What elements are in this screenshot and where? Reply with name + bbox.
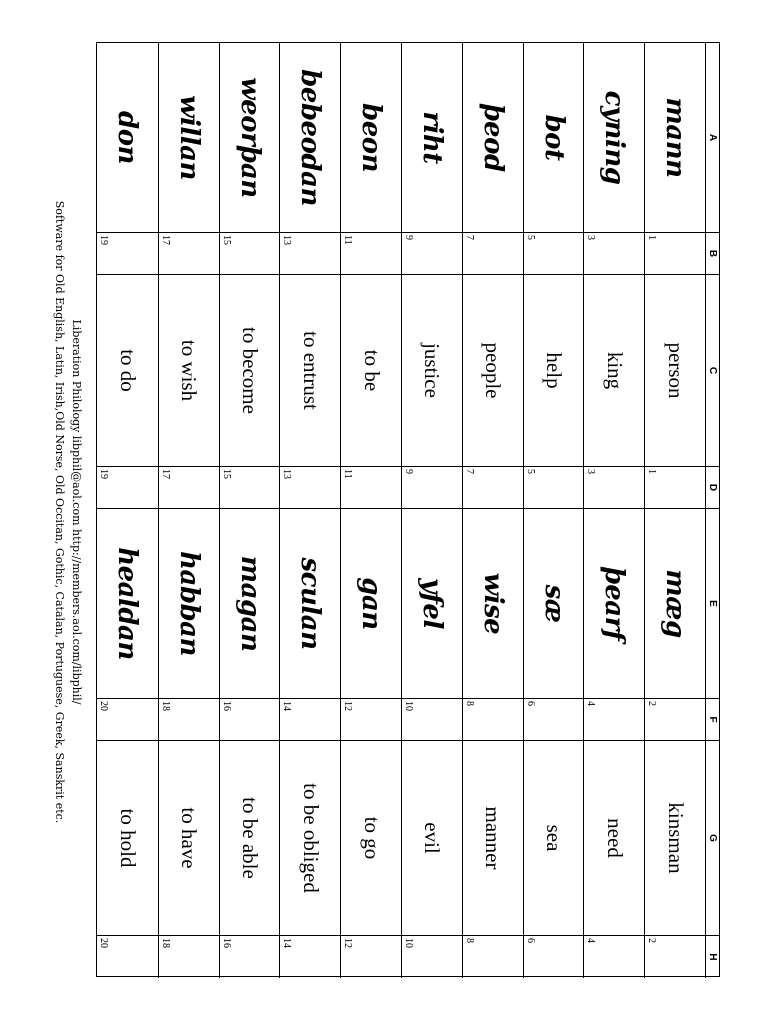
grid-cell — [279, 509, 340, 699]
grid-cell — [340, 233, 401, 275]
grid-cell — [583, 509, 644, 699]
old-english-word: beon — [356, 103, 387, 172]
grid-cell — [401, 43, 462, 233]
entry-number: 17 — [159, 235, 171, 245]
entry-number: 2 — [646, 701, 658, 706]
english-gloss: sea — [542, 824, 567, 852]
english-gloss: king — [602, 351, 627, 390]
entry-number: 3 — [585, 469, 597, 474]
grid-cell — [583, 741, 644, 936]
old-english-word: cyning — [599, 90, 630, 185]
grid-cell — [158, 233, 219, 275]
old-english-word: magan — [234, 555, 265, 652]
grid-cell — [158, 467, 219, 509]
grid-cell — [340, 509, 401, 699]
grid-cell — [219, 43, 280, 233]
english-gloss: to be — [359, 349, 384, 392]
old-english-word: sculan — [295, 557, 326, 650]
old-english-word: yfel — [416, 578, 447, 629]
entry-number: 14 — [281, 938, 293, 948]
grid-cell — [523, 467, 584, 509]
english-gloss: to go — [359, 816, 384, 860]
entry-number: 13 — [281, 235, 293, 245]
grid-cell — [97, 741, 158, 936]
grid-cell — [462, 233, 523, 275]
entry-number: 12 — [342, 701, 354, 711]
grid-cell — [462, 699, 523, 741]
grid-cell — [523, 741, 584, 936]
entry-number: 5 — [524, 235, 536, 240]
old-english-word: mæg — [660, 569, 691, 638]
grid-cell — [219, 936, 280, 978]
grid-cell — [644, 43, 705, 233]
grid-cell — [583, 936, 644, 978]
entry-number: 8 — [463, 701, 475, 706]
grid-cell — [97, 467, 158, 509]
grid-cell — [340, 43, 401, 233]
grid-cell — [523, 275, 584, 467]
grid-cell — [583, 467, 644, 509]
grid-cell — [219, 699, 280, 741]
grid-cell — [97, 233, 158, 275]
grid-cell — [401, 699, 462, 741]
entry-number: 6 — [524, 701, 536, 706]
grid-cell — [401, 741, 462, 936]
entry-number: 2 — [646, 938, 658, 943]
entry-number: 18 — [159, 938, 171, 948]
entry-number: 9 — [403, 469, 415, 474]
old-english-word: mann — [660, 97, 691, 178]
english-gloss: to have — [177, 807, 202, 869]
grid-cell — [583, 275, 644, 467]
old-english-word: bebeodan — [295, 69, 326, 206]
grid-cell — [219, 741, 280, 936]
grid-cell — [279, 467, 340, 509]
grid-cell — [279, 233, 340, 275]
grid-cell — [401, 467, 462, 509]
old-english-word: bot — [538, 114, 569, 161]
column-header-e: E — [705, 509, 719, 699]
grid-cell — [523, 699, 584, 741]
entry-number: 1 — [646, 235, 658, 240]
grid-cell — [97, 43, 158, 233]
old-english-word: habban — [173, 551, 204, 656]
entry-number: 11 — [342, 469, 354, 479]
entry-number: 6 — [524, 938, 536, 943]
english-gloss: person — [663, 342, 688, 399]
old-english-word: sæ — [538, 584, 569, 623]
old-english-word: willan — [173, 95, 204, 180]
grid-cell — [219, 275, 280, 467]
entry-number: 17 — [159, 469, 171, 479]
old-english-word: don — [112, 111, 143, 164]
grid-cell — [401, 275, 462, 467]
grid-cell — [279, 741, 340, 936]
english-gloss: kinsman — [663, 802, 688, 874]
spreadsheet-grid — [96, 42, 720, 977]
grid-cell — [523, 509, 584, 699]
grid-cell — [462, 936, 523, 978]
grid-cell — [97, 275, 158, 467]
grid-cell — [644, 233, 705, 275]
grid-cell — [219, 233, 280, 275]
footer-line-2: Software for Old English, Latin, Irish,Old Norse, Old Occitan, Gothic, Catalan, Portuguese, Greek, Sanskrit etc. — [53, 200, 66, 824]
english-gloss: manner — [481, 806, 506, 870]
old-english-word: gan — [356, 577, 387, 630]
grid-cell — [401, 509, 462, 699]
english-gloss: to hold — [115, 808, 140, 868]
old-english-word: riht — [416, 111, 447, 164]
column-header-c: C — [705, 275, 719, 467]
column-header-g: G — [705, 741, 719, 936]
grid-cell — [158, 275, 219, 467]
english-gloss: people — [481, 342, 506, 399]
grid-cell — [340, 936, 401, 978]
old-english-word: þearf — [599, 566, 630, 641]
grid-cell — [462, 275, 523, 467]
old-english-word: healdan — [112, 547, 143, 660]
grid-cell — [158, 936, 219, 978]
english-gloss: to entrust — [298, 331, 323, 410]
column-header-b: B — [705, 233, 719, 275]
english-gloss: to be able — [238, 797, 263, 879]
entry-number: 4 — [585, 938, 597, 943]
footer-line-1: Liberation Philology libphil@aol.com http://members.aol.com/libphil/ — [70, 319, 83, 705]
grid-cell — [583, 699, 644, 741]
entry-number: 9 — [403, 235, 415, 240]
grid-cell — [523, 936, 584, 978]
entry-number: 7 — [463, 469, 475, 474]
grid-cell — [340, 467, 401, 509]
entry-number: 10 — [403, 938, 415, 948]
grid-cell — [158, 43, 219, 233]
entry-number: 20 — [98, 701, 110, 711]
grid-cell — [401, 233, 462, 275]
entry-number: 14 — [281, 701, 293, 711]
grid-cell — [462, 467, 523, 509]
old-english-word: wise — [477, 572, 508, 635]
entry-number: 5 — [524, 469, 536, 474]
entry-number: 15 — [220, 235, 232, 245]
grid-cell — [462, 43, 523, 233]
english-gloss: justice — [420, 343, 445, 398]
grid-cell — [279, 699, 340, 741]
column-header-f: F — [705, 699, 719, 741]
grid-cell — [340, 699, 401, 741]
grid-cell — [97, 936, 158, 978]
grid-cell — [97, 699, 158, 741]
grid-cell — [279, 936, 340, 978]
english-gloss: help — [542, 352, 567, 389]
entry-number: 16 — [220, 938, 232, 948]
grid-cell — [523, 43, 584, 233]
entry-number: 3 — [585, 235, 597, 240]
entry-number: 10 — [403, 701, 415, 711]
grid-cell — [644, 467, 705, 509]
entry-number: 8 — [463, 938, 475, 943]
english-gloss: to be obliged — [298, 783, 323, 893]
grid-cell — [340, 741, 401, 936]
grid-cell — [340, 275, 401, 467]
entry-number: 19 — [98, 235, 110, 245]
grid-cell — [401, 936, 462, 978]
grid-cell — [644, 509, 705, 699]
entry-number: 11 — [342, 235, 354, 245]
grid-cell — [158, 509, 219, 699]
english-gloss: to wish — [177, 339, 202, 402]
column-header-d: D — [705, 467, 719, 509]
entry-number: 18 — [159, 701, 171, 711]
english-gloss: to become — [238, 327, 263, 414]
grid-cell — [523, 233, 584, 275]
grid-cell — [462, 509, 523, 699]
grid-cell — [583, 233, 644, 275]
grid-cell — [219, 509, 280, 699]
entry-number: 20 — [98, 938, 110, 948]
entry-number: 13 — [281, 469, 293, 479]
grid-cell — [644, 936, 705, 978]
grid-cell — [644, 275, 705, 467]
entry-number: 15 — [220, 469, 232, 479]
grid-cell — [279, 275, 340, 467]
entry-number: 12 — [342, 938, 354, 948]
grid-cell — [158, 699, 219, 741]
grid-cell — [219, 467, 280, 509]
grid-cell — [644, 699, 705, 741]
grid-cell — [583, 43, 644, 233]
grid-cell — [644, 741, 705, 936]
entry-number: 4 — [585, 701, 597, 706]
column-header-a: A — [705, 43, 719, 233]
english-gloss: evil — [420, 822, 445, 854]
grid-cell — [158, 741, 219, 936]
footer — [51, 0, 85, 1024]
grid-cell — [462, 741, 523, 936]
entry-number: 1 — [646, 469, 658, 474]
column-header-h: H — [705, 936, 719, 978]
english-gloss: to do — [115, 349, 140, 392]
entry-number: 19 — [98, 469, 110, 479]
old-english-word: þeod — [477, 103, 508, 172]
grid-cell — [97, 509, 158, 699]
entry-number: 16 — [220, 701, 232, 711]
old-english-word: weorþan — [234, 77, 265, 198]
entry-number: 7 — [463, 235, 475, 240]
grid-cell — [279, 43, 340, 233]
english-gloss: need — [602, 818, 627, 858]
